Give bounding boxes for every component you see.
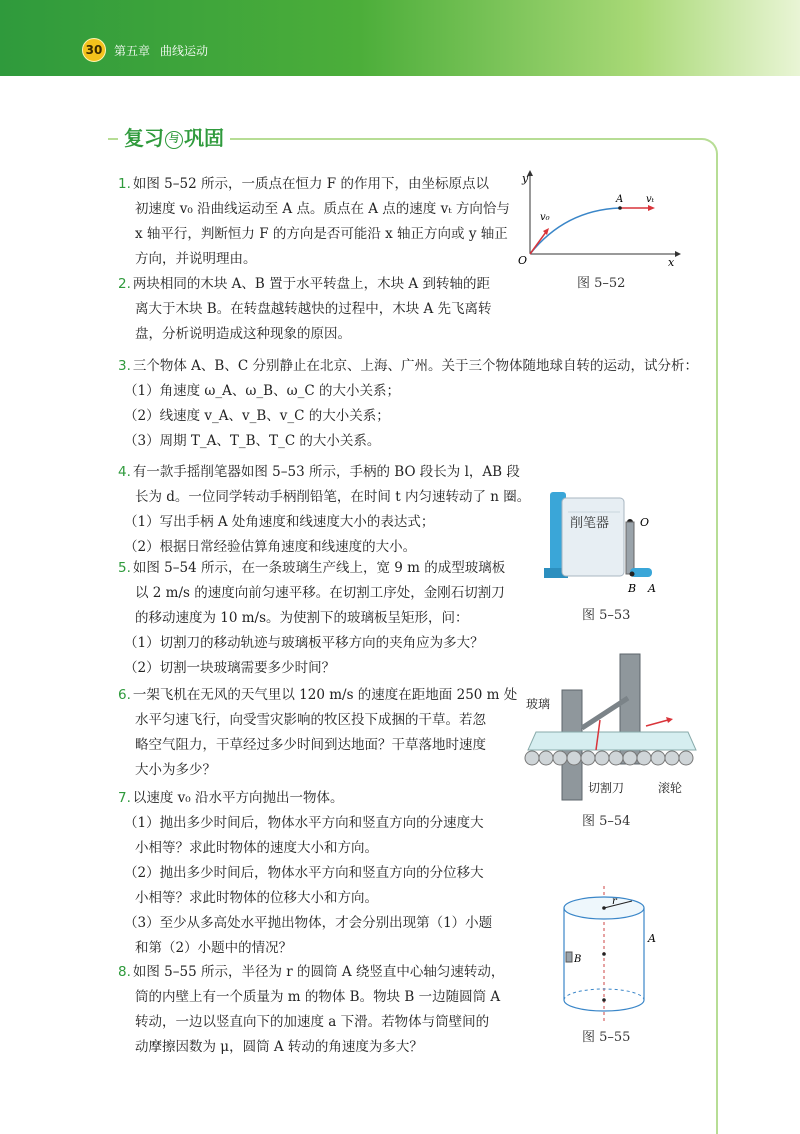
figure-5-52 <box>510 168 690 268</box>
label-b: B <box>574 954 582 965</box>
question-text-line: 如图 5–55 所示，半径为 r 的圆筒 A 绕竖直中心轴匀速转动， <box>132 964 505 980</box>
question-text-line: 初速度 v₀ 沿曲线运动至 A 点。质点在 A 点的速度 vₜ 方向恰与 <box>135 201 510 217</box>
figure-5-53 <box>540 472 670 597</box>
rollers <box>525 751 693 765</box>
sub-question: （1）抛出多少时间后，物体水平方向和竖直方向的分速度大 <box>124 815 484 831</box>
question-number: 2. <box>118 276 131 292</box>
label-roller: 滚轮 <box>658 781 683 795</box>
sub-question: （2）切割一块玻璃需要多少时间？ <box>124 660 336 676</box>
sharpener-body <box>562 498 624 576</box>
v0-label: v₀ <box>540 212 550 223</box>
crank-point-b <box>630 572 635 577</box>
glass-plate <box>528 732 696 750</box>
label-a: A <box>648 582 656 595</box>
sub-question: （2）线速度 v_A、v_B、v_C 的大小关系； <box>124 408 390 424</box>
question-text-line: 动摩擦因数为 μ，圆筒 A 转动的角速度为多大？ <box>135 1039 423 1055</box>
label-cutter: 切割刀 <box>588 781 625 795</box>
point-a-marker <box>618 206 622 210</box>
bottom-center-point <box>602 998 606 1002</box>
sub-question: 小相等？求此时物体的速度大小和方向。 <box>135 840 378 856</box>
question-text-line: 转动，一边以竖直向下的加速度 a 下滑。若物体与筒壁间的 <box>135 1014 490 1030</box>
motion-arrowhead <box>666 717 673 723</box>
question-text-line: 以 2 m/s 的速度向前匀速平移。在切割工序处，金刚石切割刀 <box>135 585 505 601</box>
question-number: 7. <box>118 790 131 806</box>
question-text-line: 筒的内壁上有一个质量为 m 的物体 B。物块 B 一边随圆筒 A <box>135 989 501 1005</box>
question-number: 5. <box>118 560 131 576</box>
crank-handle <box>626 522 634 574</box>
question-text-line: 有一款手摇削笔器如图 5–53 所示，手柄的 BO 段长为 l，AB 段 <box>132 464 520 480</box>
question-number: 1. <box>118 176 131 192</box>
sub-question: （1）角速度 ω_A、ω_B、ω_C 的大小关系； <box>124 383 400 399</box>
question-4 <box>118 460 530 560</box>
sub-question: （1）写出手柄 A 处角速度和线速度大小的表达式； <box>124 514 435 530</box>
question-5 <box>118 556 505 681</box>
mid-center-point <box>602 952 606 956</box>
section-title-part1: 复习 <box>124 126 164 150</box>
figure-5-54-caption: 图 5–54 <box>582 814 631 829</box>
question-text-line: 的移动速度为 10 m/s。为使割下的玻璃板呈矩形，问： <box>135 610 469 626</box>
question-text-line: 如图 5–54 所示，在一条玻璃生产线上，宽 9 m 的成型玻璃板 <box>132 560 506 576</box>
question-text-line: 以速度 v₀ 沿水平方向抛出一物体。 <box>132 790 344 806</box>
sub-question: （2）根据日常经验估算角速度和线速度的大小。 <box>124 539 417 555</box>
label-a: A <box>648 932 656 945</box>
v0-arrow <box>530 232 546 254</box>
sub-question: （3）周期 T_A、T_B、T_C 的大小关系。 <box>124 433 381 449</box>
question-text-line: 长为 d。一位同学转动手柄削铅笔，在时间 t 内匀速转动了 n 圈。 <box>135 489 531 505</box>
chapter-title: 曲线运动 <box>160 44 209 58</box>
question-text-line: 如图 5–52 所示，一质点在恒力 F 的作用下，由坐标原点以 <box>132 176 489 192</box>
figure-5-52-caption: 图 5–52 <box>577 276 626 291</box>
label-glass: 玻璃 <box>526 697 551 711</box>
figure-5-55 <box>548 884 678 1024</box>
x-axis-arrow <box>675 251 681 257</box>
motion-arrow <box>646 720 668 726</box>
origin-label: O <box>518 254 528 267</box>
question-text-line: 水平匀速飞行，向受雪灾影响的牧区投下成捆的干草。若忽 <box>135 712 486 728</box>
question-text-line: x 轴平行，判断恒力 F 的方向是否可能沿 x 轴正方向或 y 轴正 <box>135 226 508 242</box>
question-text-line: 两块相同的木块 A、B 置于水平转盘上，木块 A 到转轴的距 <box>132 276 490 292</box>
question-8 <box>118 960 504 1060</box>
question-7 <box>118 786 492 961</box>
question-number: 6. <box>118 687 131 703</box>
section-title-connector: 与 <box>165 131 183 149</box>
question-number: 8. <box>118 964 131 980</box>
question-text-line: 三个物体 A、B、C 分别静止在北京、上海、广州。关于三个物体随地球自转的运动，试分析： <box>132 358 698 374</box>
section-title-part2: 巩固 <box>184 126 224 150</box>
question-text-line: 盘，分析说明造成这种现象的原因。 <box>135 326 351 342</box>
figure-5-55-caption: 图 5–55 <box>582 1030 631 1045</box>
question-text-line: 略空气阻力，干草经过多少时间到达地面？干草落地时速度 <box>135 737 486 753</box>
question-text-line: 离大于木块 B。在转盘越转越快的过程中，木块 A 先飞离转 <box>135 301 492 317</box>
section-title <box>118 122 230 151</box>
question-6 <box>118 683 517 783</box>
sub-question: （2）抛出多少时间后，物体水平方向和竖直方向的分位移大 <box>124 865 484 881</box>
block-b <box>566 952 572 962</box>
question-number: 4. <box>118 464 131 480</box>
figure-5-54 <box>518 650 698 805</box>
vt-label: vₜ <box>646 194 655 205</box>
vt-arrowhead <box>648 205 655 211</box>
sub-question: 和第（2）小题中的情况？ <box>135 940 293 956</box>
y-axis-label: y <box>522 172 529 185</box>
top-center-point <box>602 906 606 910</box>
label-r: r <box>612 896 617 907</box>
x-axis-label: x <box>668 256 675 268</box>
figure-5-53-caption: 图 5–53 <box>582 608 631 623</box>
label-b: B <box>628 582 637 595</box>
question-2 <box>118 272 492 347</box>
question-text-line: 方向，并说明理由。 <box>135 251 257 267</box>
sub-question: （3）至少从多高处水平抛出物体，才会分别出现第（1）小题 <box>124 915 493 931</box>
question-text-line: 一架飞机在无风的天气里以 120 m/s 的速度在距地面 250 m 处 <box>132 687 518 703</box>
sharpener-label: 削笔器 <box>570 516 610 531</box>
point-a-label: A <box>616 194 624 205</box>
question-1 <box>118 172 510 272</box>
question-3 <box>118 354 698 454</box>
chapter-header-bar <box>0 0 800 76</box>
question-number: 3. <box>118 358 131 374</box>
chapter-number: 第五章 <box>114 44 151 58</box>
label-o: O <box>640 516 650 529</box>
sub-question: （1）切割刀的移动轨迹与玻璃板平移方向的夹角应为多大？ <box>124 635 484 651</box>
question-text-line: 大小为多少？ <box>135 762 216 778</box>
sub-question: 小相等？求此时物体的位移大小和方向。 <box>135 890 378 906</box>
chapter-heading <box>114 42 218 59</box>
page-number-badge: 30 <box>82 38 106 62</box>
